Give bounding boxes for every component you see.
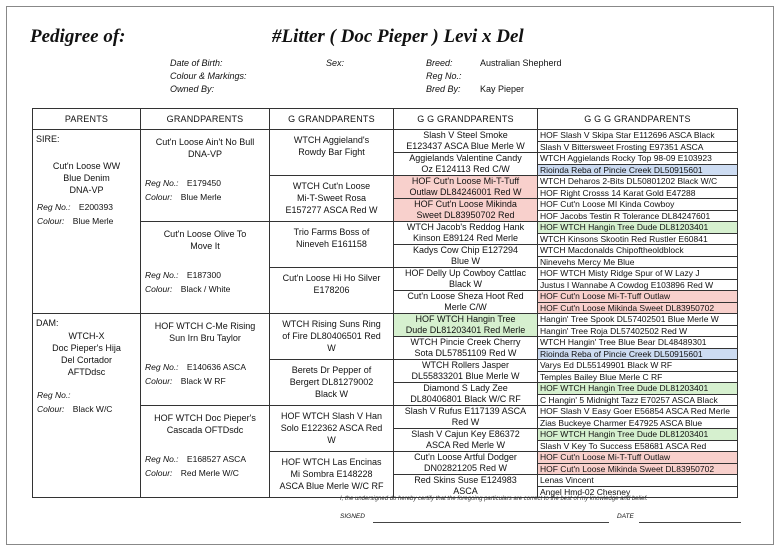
reg-value: E168527 ASCA xyxy=(186,454,246,464)
gg-grandparent-name: WTCH Rollers Jasper xyxy=(421,360,509,370)
reg-value: E187300 xyxy=(186,270,221,280)
colour-value: Blue Merle xyxy=(72,216,114,226)
signed-label: SIGNED xyxy=(340,513,365,520)
gg-grandparent-cell xyxy=(394,337,538,360)
colour-line: Colour: Red Merle W/C xyxy=(145,468,239,478)
signature-line[interactable] xyxy=(373,522,609,523)
ggg-grandparent-cell: WTCH Macdonalds Chipoftheoldblock xyxy=(538,245,738,257)
col-header-grandparents: GRANDPARENTS xyxy=(141,109,270,130)
gg-grandparent-name: WTCH Jacob's Reddog Hank xyxy=(406,222,525,232)
g-grandparent-cell xyxy=(270,268,394,314)
ggg-grandparent-cell: Ninevehs Mercy Me Blue xyxy=(538,256,738,268)
owned-by-label: Owned By: xyxy=(170,84,215,94)
ggg-grandparent-cell: Hangin' Tree Spook DL57402501 Blue Merle W xyxy=(538,314,738,326)
reg-line: Reg No.: E179450 xyxy=(145,178,221,188)
ggg-grandparent-cell: WTCH Hangin' Tree Blue Bear DL48489301 xyxy=(538,337,738,349)
grandparent-cell xyxy=(141,130,270,222)
ggg-grandparent-cell: Temples Bailey Blue Merle C RF xyxy=(538,371,738,383)
ggg-grandparent-cell: WTCH Kinsons Skootin Red Rustler E60841 xyxy=(538,233,738,245)
ggg-grandparent-cell: HOF WTCH Misty Ridge Spur of W Lazy J xyxy=(538,268,738,280)
gg-grandparent-cell xyxy=(394,130,538,153)
breed-label: Breed: xyxy=(426,58,453,68)
gg-grandparent-cell xyxy=(394,429,538,452)
g-grandparent-cell xyxy=(270,222,394,268)
grandparent-name: Cut'n Loose Olive To Move It xyxy=(163,229,247,251)
dam-cell xyxy=(33,314,141,498)
gg-grandparent-name: Kadys Cow Chip E127294 xyxy=(412,245,519,255)
gg-grandparent-name: Cut'n Loose Sheza Hoot Red xyxy=(407,291,524,301)
ggg-grandparent-cell: HOF Cut'n Loose MI Kinda Cowboy xyxy=(538,199,738,211)
gg-grandparent-detail: DN02821205 Red W xyxy=(423,463,508,473)
gg-grandparent-name: Red Skins Suse E124983 xyxy=(414,475,517,485)
grandparent-cell xyxy=(141,314,270,406)
gg-grandparent-name: HOF Delly Up Cowboy Cattlac xyxy=(404,268,527,278)
dam-label: DAM: xyxy=(36,318,59,328)
bred-by-label: Bred By: xyxy=(426,84,461,94)
sire-name: Cut'n Loose WW Blue Denim DNA-VP xyxy=(52,161,121,195)
gg-grandparent-cell xyxy=(394,314,538,337)
col-header-parents: PARENTS xyxy=(33,109,141,130)
reg-no-label: Reg No.: xyxy=(426,71,462,81)
gg-grandparent-name: Slash V Steel Smoke xyxy=(423,130,508,140)
bred-by-value: Kay Pieper xyxy=(480,84,525,94)
gg-grandparent-cell xyxy=(394,268,538,291)
g-grandparent-name: Trio Farms Boss of Nineveh E161158 xyxy=(293,227,370,249)
g-grandparent-name: WTCH Rising Suns Ring of Fire DL80406501 Red W xyxy=(282,319,381,353)
gg-grandparent-detail: Kinson E89124 Red Merle xyxy=(412,233,519,243)
col-header-g-grandparents: G GRANDPARENTS xyxy=(270,109,394,130)
sire-label: SIRE: xyxy=(36,134,60,144)
ggg-grandparent-cell: HOF Cut'n Loose Mi-T-Tuff Outlaw xyxy=(538,291,738,303)
g-grandparent-cell xyxy=(270,360,394,406)
colour-value: Red Merle W/C xyxy=(180,468,239,478)
g-grandparent-cell xyxy=(270,314,394,360)
gg-grandparent-detail: Dude DL81203401 Red Merle xyxy=(405,325,526,335)
colour-line: Colour: Black / White xyxy=(145,284,231,294)
litter-title: #Litter ( Doc Pieper ) Levi x Del xyxy=(272,26,524,47)
g-grandparent-cell xyxy=(270,452,394,498)
gg-grandparent-detail: Red W xyxy=(451,417,480,427)
gg-grandparent-cell xyxy=(394,153,538,176)
gg-grandparent-detail: Blue W xyxy=(450,256,480,266)
gg-grandparent-cell xyxy=(394,475,538,498)
ggg-grandparent-cell: Slash V Key To Success E58681 ASCA Red xyxy=(538,440,738,452)
gg-grandparent-detail: ASCA Red Merle W xyxy=(425,440,506,450)
gg-grandparent-detail: ASCA xyxy=(453,486,478,496)
gg-grandparent-detail: Outlaw DL84246001 Red W xyxy=(409,187,522,197)
ggg-grandparent-cell: HOF Slash V Skipa Star E112696 ASCA Black xyxy=(538,130,738,142)
colour-line: Colour: Black W RF xyxy=(145,376,226,386)
gg-grandparent-name: WTCH Pincie Creek Cherry xyxy=(410,337,521,347)
g-grandparent-name: WTCH Cut'n Loose Mi-T-Sweet Rosa E157277 ASCA Red W xyxy=(285,181,378,215)
gg-grandparent-cell xyxy=(394,291,538,314)
grandparent-cell xyxy=(141,222,270,314)
colour-markings-label: Colour & Markings: xyxy=(170,71,247,81)
ggg-grandparent-cell: Angel Hmd-02 Chesney xyxy=(538,486,738,498)
ggg-grandparent-cell: HOF Jacobs Testin R Tolerance DL84247601 xyxy=(538,210,738,222)
ggg-grandparent-cell: HOF WTCH Hangin Tree Dude DL81203401 xyxy=(538,383,738,395)
date-label: DATE xyxy=(617,513,634,520)
ggg-grandparent-cell: HOF Cut'n Loose Mi-T-Tuff Outlaw xyxy=(538,452,738,464)
gg-grandparent-detail: Merle C/W xyxy=(444,302,487,312)
ggg-grandparent-cell: HOF WTCH Hangin Tree Dude DL81203401 xyxy=(538,429,738,441)
gg-grandparent-name: HOF WTCH Hangin Tree xyxy=(415,314,516,324)
grandparent-name: HOF WTCH C-Me Rising Sun Irn Bru Taylor xyxy=(154,321,256,343)
breed-value: Australian Shepherd xyxy=(480,58,562,68)
reg-line: Reg No.: E140636 ASCA xyxy=(145,362,246,372)
ggg-grandparent-cell: WTCH Deharos 2-Bits DL50801202 Black W/C xyxy=(538,176,738,188)
reg-value: E200393 xyxy=(78,202,113,212)
certification-text: I, the undersigned do hereby certify that the foregoing particulars are correct to the best of my knowledge and belief. xyxy=(340,496,648,502)
g-grandparent-cell xyxy=(270,130,394,176)
ggg-grandparent-cell: HOF Right Crosss 14 Karat Gold E47288 xyxy=(538,187,738,199)
g-grandparent-cell xyxy=(270,176,394,222)
grandparent-cell xyxy=(141,406,270,498)
g-grandparent-name: HOF WTCH Slash V Han Solo E122362 ASCA Red W xyxy=(280,411,383,445)
gg-grandparent-detail: Sweet DL83950702 Red xyxy=(416,210,515,220)
gg-grandparent-cell xyxy=(394,199,538,222)
gg-grandparent-detail: Black W xyxy=(448,279,482,289)
gg-grandparent-detail: DL55833201 Blue Merle W xyxy=(411,371,520,381)
reg-line: Reg No.: xyxy=(37,390,71,400)
gg-grandparent-cell xyxy=(394,383,538,406)
gg-grandparent-name: Slash V Rufus E117139 ASCA xyxy=(404,406,527,416)
colour-value: Black / White xyxy=(180,284,231,294)
g-grandparent-name: HOF WTCH Las Encinas Mi Sombra E148228 ASCA Blue Merle W/C RF xyxy=(279,457,384,491)
gg-grandparent-name: HOF Cut'n Loose Mikinda xyxy=(414,199,517,209)
reg-line: Reg No.: E187300 xyxy=(145,270,221,280)
gg-grandparent-cell xyxy=(394,222,538,245)
ggg-grandparent-cell: HOF WTCH Hangin Tree Dude DL81203401 xyxy=(538,222,738,234)
gg-grandparent-detail: Sota DL57851109 Red W xyxy=(414,348,517,358)
ggg-grandparent-cell: HOF Cut'n Loose Mikinda Sweet DL83950702 xyxy=(538,463,738,475)
colour-line: Colour: Black W/C xyxy=(37,404,113,414)
col-header-gg-grandparents: G G GRANDPARENTS xyxy=(394,109,538,130)
grandparent-name: Cut'n Loose Ain't No Bull DNA-VP xyxy=(155,137,255,159)
colour-line: Colour: Blue Merle xyxy=(37,216,114,226)
ggg-grandparent-cell: Lenas Vincent xyxy=(538,475,738,487)
ggg-grandparent-cell: Varys Ed DL55149901 Black W RF xyxy=(538,360,738,372)
gg-grandparent-cell xyxy=(394,245,538,268)
ggg-grandparent-cell: Zias Buckeye Charmer E47925 ASCA Blue xyxy=(538,417,738,429)
colour-value: Blue Merle xyxy=(180,192,222,202)
dam-name: WTCH-X Doc Pieper's Hija Del Cortador AFTDdsc xyxy=(52,331,121,377)
ggg-grandparent-cell: WTCH Aggielands Rocky Top 98-09 E103923 xyxy=(538,153,738,165)
ggg-grandparent-cell: C Hangin' 5 Midnight Tazz E70257 ASCA Black xyxy=(538,394,738,406)
g-grandparent-cell xyxy=(270,406,394,452)
colour-value: Black W/C xyxy=(72,404,113,414)
sex-label: Sex: xyxy=(326,58,345,68)
ggg-grandparent-cell: Justus I Wannabe A Cowdog E103896 Red W xyxy=(538,279,738,291)
gg-grandparent-detail: E123437 ASCA Blue Merle W xyxy=(406,141,525,151)
col-header-ggg-grandparents: G G G GRANDPARENTS xyxy=(538,109,738,130)
gg-grandparent-cell xyxy=(394,360,538,383)
colour-value: Black W RF xyxy=(180,376,226,386)
pedigree-of-label: Pedigree of: xyxy=(30,26,126,47)
reg-line: Reg No.: E200393 xyxy=(37,202,113,212)
sire-cell xyxy=(33,130,141,314)
ggg-grandparent-cell: Hangin' Tree Roja DL57402502 Red W xyxy=(538,325,738,337)
grandparent-name: HOF WTCH Doc Pieper's Cascada OFTDsdc xyxy=(154,413,256,435)
ggg-grandparent-cell: Rioinda Reba of Pincie Creek DL50915601 xyxy=(538,348,738,360)
ggg-grandparent-cell: HOF Slash V Easy Goer E56854 ASCA Red Merle xyxy=(538,406,738,418)
ggg-grandparent-cell: Slash V Bittersweet Frosting E97351 ASCA xyxy=(538,141,738,153)
reg-value: E140636 ASCA xyxy=(186,362,246,372)
dob-label: Date of Birth: xyxy=(170,58,223,68)
ggg-grandparent-cell: HOF Cut'n Loose Mikinda Sweet DL83950702 xyxy=(538,302,738,314)
gg-grandparent-name: HOF Cut'n Loose Mi-T-Tuff xyxy=(411,176,520,186)
gg-grandparent-name: Slash V Cajun Key E86372 xyxy=(411,429,520,439)
g-grandparent-name: WTCH Aggieland's Rowdy Bar Fight xyxy=(293,135,370,157)
gg-grandparent-name: Aggielands Valentine Candy xyxy=(409,153,522,163)
colour-line: Colour: Blue Merle xyxy=(145,192,222,202)
gg-grandparent-name: Diamond S Lady Zee xyxy=(423,383,508,393)
gg-grandparent-cell xyxy=(394,452,538,475)
gg-grandparent-cell xyxy=(394,406,538,429)
reg-line: Reg No.: E168527 ASCA xyxy=(145,454,246,464)
date-line[interactable] xyxy=(639,522,741,523)
pedigree-table xyxy=(32,108,738,498)
gg-grandparent-detail: Oz E124113 Red C/W xyxy=(421,164,510,174)
g-grandparent-name: Cut'n Loose Hi Ho Silver E178206 xyxy=(282,273,381,295)
gg-grandparent-detail: DL80406801 Black W/C RF xyxy=(410,394,521,404)
g-grandparent-name: Berets Dr Pepper of Bergert DL81279002 Black W xyxy=(289,365,374,399)
ggg-grandparent-cell: Rioinda Reba of Pincie Creek DL50915601 xyxy=(538,164,738,176)
gg-grandparent-cell xyxy=(394,176,538,199)
gg-grandparent-name: Cut'n Loose Artful Dodger xyxy=(414,452,517,462)
reg-value: E179450 xyxy=(186,178,221,188)
